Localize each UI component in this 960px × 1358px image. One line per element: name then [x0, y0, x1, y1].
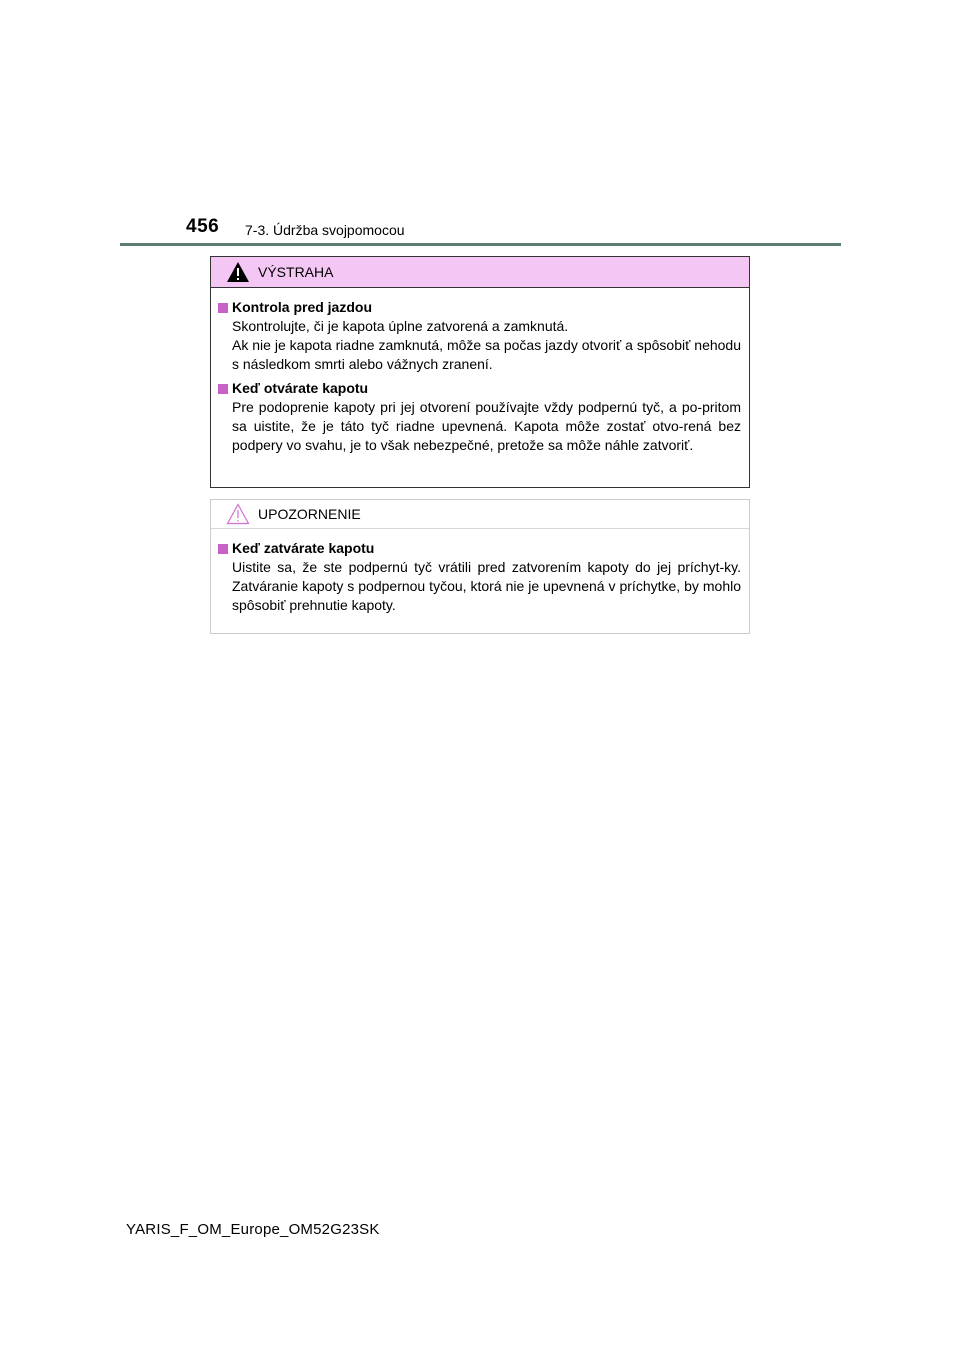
notice-box [210, 499, 750, 634]
item-title: Keď otvárate kapotu [232, 380, 369, 396]
item-title: Kontrola pred jazdou [232, 299, 372, 315]
paragraph: Ak nie je kapota riadne zamknutá, môže sa počas jazdy otvoriť a spôsobiť nehodu s následkom smrti alebo vážnych zranení. [232, 337, 741, 372]
header-rule [120, 243, 841, 246]
warning-triangle-icon [226, 261, 250, 283]
section-title: 7-3. Údržba svojpomocou [245, 222, 405, 238]
caution-triangle-outline-icon [226, 503, 250, 525]
warning-header [211, 257, 749, 288]
item-title: Keď zatvárate kapotu [232, 540, 375, 556]
warning-label: VÝSTRAHA [258, 264, 334, 280]
square-bullet-icon [218, 303, 228, 313]
page-number: 456 [186, 216, 220, 237]
warning-item [218, 298, 741, 374]
paragraph: Uistite sa, že ste podpernú tyč vrátili pred zatvorením kapoty do jej príchyt-ky. Zatváranie kapoty s podpernou tyčou, ktorá nie je upevnená v príchytke, by mohlo spôsobiť prehnutie kapoty. [232, 559, 741, 613]
notice-item [218, 539, 741, 615]
square-bullet-icon [218, 544, 228, 554]
paragraph: Pre podoprenie kapoty pri jej otvorení používajte vždy podpernú tyč, a po-pritom sa uistite, že je táto tyč riadne upevnená. Kapota môže zostať otvo-rená bez podpery vo svahu, je to však nebezpečné, pretože sa môže náhle zatvoriť. [232, 399, 741, 453]
paragraph: Skontrolujte, či je kapota úplne zatvorená a zamknutá. [232, 318, 569, 334]
warning-item [218, 379, 741, 455]
notice-header [211, 500, 749, 529]
document-code: YARIS_F_OM_Europe_OM52G23SK [126, 1221, 380, 1238]
warning-box [210, 256, 750, 488]
notice-label: UPOZORNENIE [258, 506, 361, 522]
square-bullet-icon [218, 384, 228, 394]
